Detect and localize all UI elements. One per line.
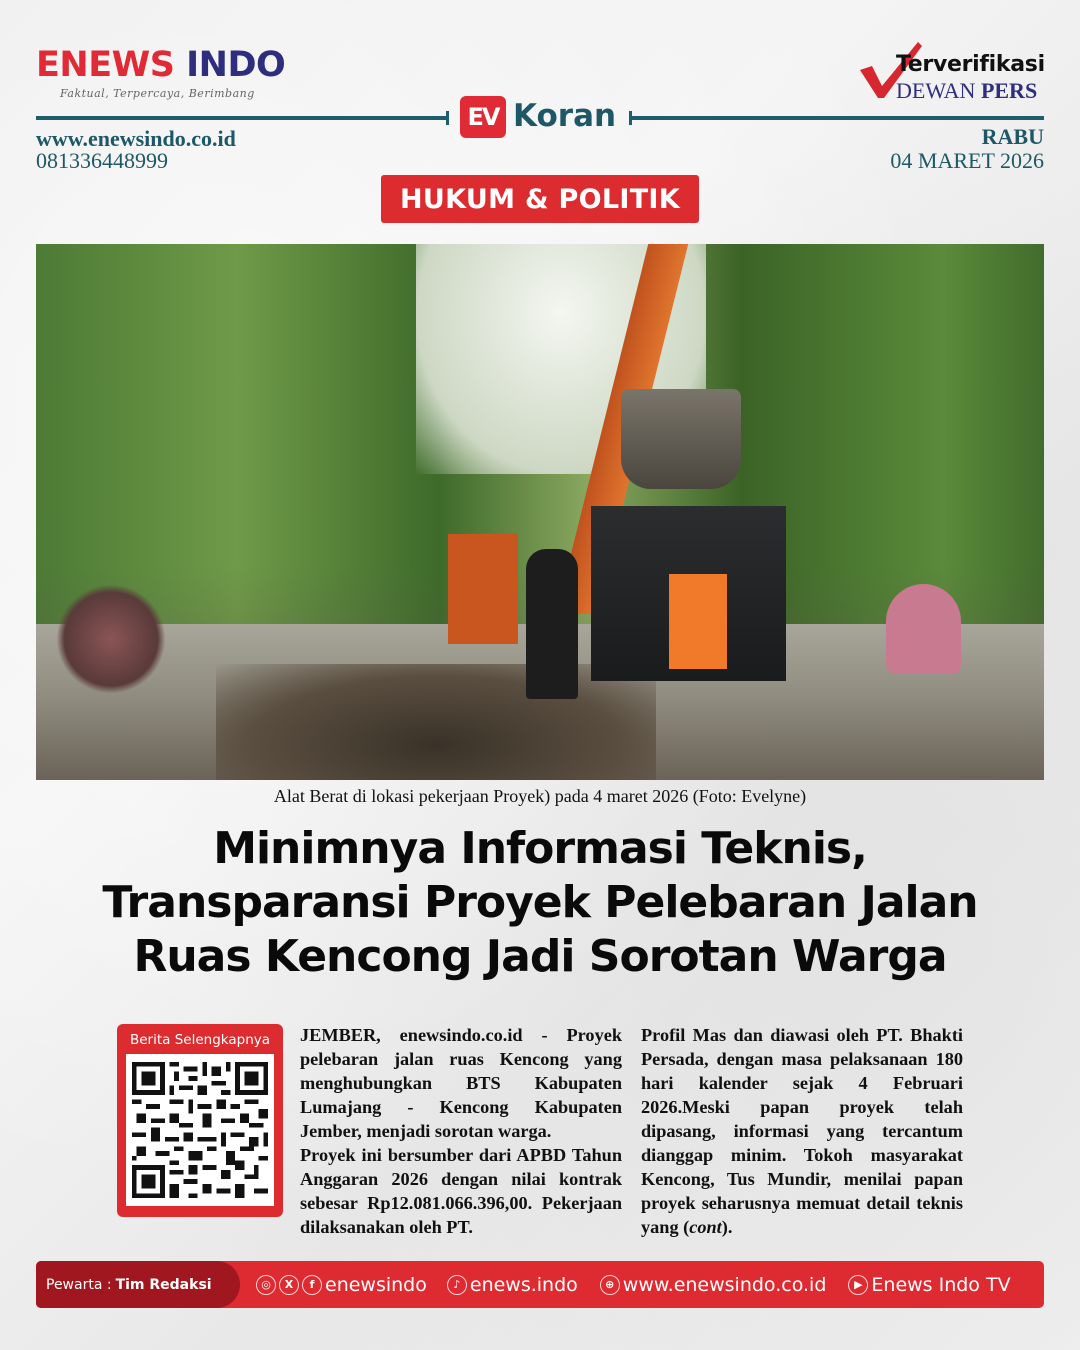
headline-line-2: Transparansi Proyek Pelebaran Jalan bbox=[102, 877, 978, 928]
photo-caption: Alat Berat di lokasi pekerjaan Proyek) pada 4 maret 2026 (Foto: Evelyne) bbox=[273, 786, 807, 806]
tiktok-link[interactable] bbox=[447, 1274, 578, 1296]
photo-worker-vest bbox=[669, 574, 727, 669]
headline-line-3: Ruas Kencong Jadi Sorotan Warga bbox=[133, 931, 947, 982]
header-phone: 081336448999 bbox=[36, 148, 168, 173]
globe-icon: ⊕ bbox=[600, 1275, 620, 1295]
header-rule-right bbox=[632, 116, 1044, 120]
brand-name-part1: ENEWS bbox=[36, 45, 175, 85]
category-badge: HUKUM & POLITIK bbox=[381, 175, 699, 223]
qr-card[interactable] bbox=[117, 1024, 283, 1217]
dewan-text: DEWAN bbox=[896, 78, 976, 103]
issue-day: RABU bbox=[981, 124, 1044, 149]
article-paragraph-2: Proyek ini bersumber dari APBD Tahun Anggaran 2026 dengan nilai kontrak sebesar Rp12.081.066.396,00. Pekerjaan dilaksanakan oleh PT. bbox=[300, 1145, 622, 1237]
photo-parked-motorcycles bbox=[56, 584, 166, 694]
youtube-icon: ▶ bbox=[848, 1275, 868, 1295]
author-name: Tim Redaksi bbox=[115, 1276, 212, 1293]
section-name: Koran bbox=[513, 98, 617, 134]
headline-line-1: Minimnya Informasi Teknis, bbox=[213, 823, 867, 874]
author-label: Pewarta : bbox=[46, 1276, 112, 1293]
article-paragraph-1: JEMBER, enewsindo.co.id - Proyek pelebaran jalan ruas Kencong yang menghubungkan BTS Kabupaten Lumajang - Kencong Kabupaten Jember, menjadi sorotan warga. bbox=[300, 1025, 622, 1141]
article-photo bbox=[36, 244, 1044, 780]
footer-website: www.enewsindo.co.id bbox=[622, 1273, 827, 1296]
photo-excavator-bucket bbox=[621, 389, 741, 489]
social-handle: enewsindo bbox=[325, 1273, 427, 1296]
header-rule-tick-right bbox=[629, 111, 632, 125]
article-column-2 bbox=[641, 1023, 963, 1239]
tiktok-handle: enews.indo bbox=[469, 1273, 578, 1296]
cont-marker: cont bbox=[689, 1217, 722, 1237]
photo-person bbox=[526, 549, 578, 699]
verified-label: Terverifikasi bbox=[896, 52, 1045, 77]
youtube-link[interactable] bbox=[848, 1274, 1010, 1296]
qr-label: Berita Selengkapnya bbox=[129, 1032, 271, 1048]
pers-text: PERS bbox=[980, 78, 1038, 103]
footer-bar bbox=[36, 1261, 1044, 1308]
brand-name-part2: INDO bbox=[186, 45, 286, 85]
facebook-icon[interactable]: f bbox=[302, 1275, 322, 1295]
brand-tagline: Faktual, Terpercaya, Berimbang bbox=[60, 87, 255, 100]
issue-date: 04 MARET 2026 bbox=[890, 148, 1044, 173]
x-icon[interactable]: X bbox=[279, 1275, 299, 1295]
website-link[interactable] bbox=[600, 1274, 827, 1296]
header-rule-left bbox=[36, 116, 446, 120]
photo-dirt-pile bbox=[216, 664, 656, 780]
article-paragraph-3: Profil Mas dan diawasi oleh PT. Bhakti Persada, dengan masa pelaksanaan 180 hari kalender sejak 4 Februari 2026.Meski papan proyek telah dipasang, informasi yang tercantum dianggap minim. Tokoh masyarakat Kencong, Tus Mundir, menilai papan proyek seharusnya memuat detail teknis yang ( bbox=[641, 1025, 963, 1237]
instagram-icon[interactable]: ◎ bbox=[256, 1275, 276, 1295]
photo-excavator-cab bbox=[448, 534, 518, 644]
article-paragraph-3-end: ). bbox=[721, 1217, 733, 1237]
photo-motorcyclist bbox=[886, 584, 961, 674]
social-handle-link[interactable] bbox=[256, 1274, 427, 1296]
dewan-pers-label bbox=[896, 78, 1037, 104]
brand-logo bbox=[36, 45, 286, 85]
youtube-channel: Enews Indo TV bbox=[871, 1273, 1011, 1296]
header-rule-tick-left bbox=[446, 111, 449, 125]
ev-logo-icon: EV bbox=[460, 96, 506, 138]
header-website[interactable]: www.enewsindo.co.id bbox=[36, 126, 236, 151]
tiktok-icon: ♪ bbox=[447, 1275, 467, 1295]
article-column-1 bbox=[300, 1023, 622, 1239]
author-credit bbox=[36, 1261, 240, 1308]
headline bbox=[40, 822, 1040, 984]
qr-code-icon[interactable] bbox=[126, 1054, 274, 1206]
